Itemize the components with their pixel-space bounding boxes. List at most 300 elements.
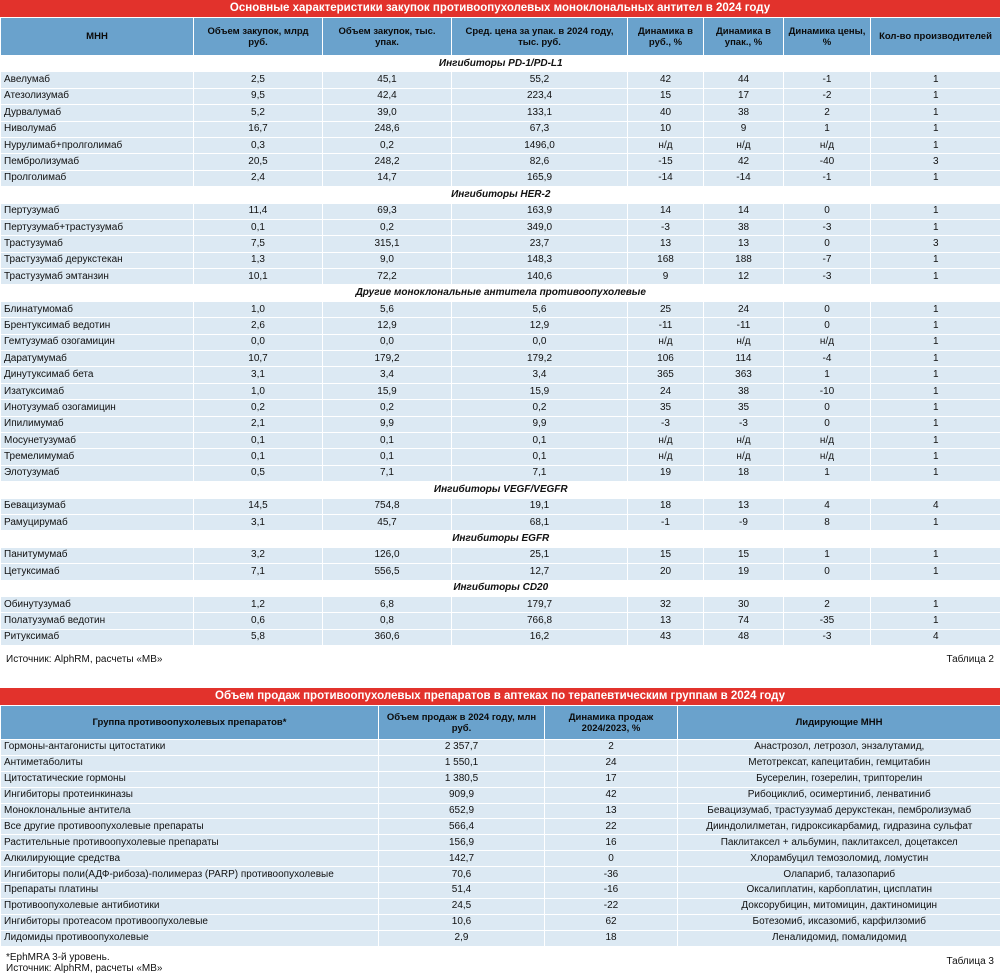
drug-name-cell: Элотузумаб (1, 465, 194, 481)
value-cell: 1496,0 (452, 137, 628, 153)
value-cell: 15,9 (452, 383, 628, 399)
value-cell: 349,0 (452, 219, 628, 235)
value-cell: 10,1 (194, 269, 323, 285)
value-cell: 14 (704, 203, 784, 219)
value-cell: 0 (784, 236, 871, 252)
value-cell: 44 (704, 72, 784, 88)
value-cell: -1 (784, 170, 871, 186)
value-cell: 1 (871, 72, 1000, 88)
table-row (1, 383, 1000, 399)
drug-name-cell: Атезолизумаб (1, 88, 194, 104)
table-row (1, 787, 1000, 803)
value-cell: -15 (628, 154, 704, 170)
value-cell: 1 (871, 170, 1000, 186)
table-row (1, 740, 1000, 756)
drug-name-cell: Тремелимумаб (1, 449, 194, 465)
value-cell: 51,4 (379, 883, 545, 899)
value-cell: 1 (784, 121, 871, 137)
value-cell: 1 (784, 465, 871, 481)
value-cell: 24 (628, 383, 704, 399)
table-row (1, 121, 1000, 137)
value-cell: 0,1 (194, 432, 323, 448)
value-cell: 74 (704, 613, 784, 629)
leading-inn-cell: Дииндолилметан, гидроксикарбамид, гидразина сульфат (678, 819, 1000, 835)
value-cell: 14 (628, 203, 704, 219)
value-cell: 1 (871, 219, 1000, 235)
table-row (1, 170, 1000, 186)
value-cell: 3 (871, 154, 1000, 170)
col-header: Лидирующие МНН (678, 706, 1000, 740)
table-row (1, 318, 1000, 334)
value-cell: 43 (628, 629, 704, 645)
table-3-body (1, 740, 1000, 947)
value-cell: -9 (704, 514, 784, 530)
value-cell: 35 (704, 400, 784, 416)
value-cell: 0,6 (194, 613, 323, 629)
leading-inn-cell: Бусерелин, гозерелин, трипторелин (678, 771, 1000, 787)
drug-name-cell: Трастузумаб эмтанзин (1, 269, 194, 285)
value-cell: 15 (628, 88, 704, 104)
value-cell: -1 (628, 514, 704, 530)
drug-name-cell: Инотузумаб озогамицин (1, 400, 194, 416)
value-cell: 0,2 (194, 400, 323, 416)
drug-name-cell: Динутуксимаб бета (1, 367, 194, 383)
value-cell: 248,6 (323, 121, 452, 137)
value-cell: 179,7 (452, 596, 628, 612)
value-cell: 82,6 (452, 154, 628, 170)
group-title: Ингибиторы EGFR (1, 531, 1000, 547)
table-3-label: Таблица 3 (946, 956, 994, 967)
value-cell: 42,4 (323, 88, 452, 104)
table-row (1, 498, 1000, 514)
drug-name-cell: Ниволумаб (1, 121, 194, 137)
value-cell: 68,1 (452, 514, 628, 530)
value-cell: 1 (871, 367, 1000, 383)
drug-name-cell: Полатузумаб ведотин (1, 613, 194, 629)
value-cell: 16 (545, 835, 678, 851)
value-cell: 1 (871, 88, 1000, 104)
value-cell: 16,2 (452, 629, 628, 645)
value-cell: 0,1 (323, 449, 452, 465)
group-row (1, 285, 1000, 301)
table-row (1, 252, 1000, 268)
value-cell: 1 (871, 416, 1000, 432)
group-title: Ингибиторы HER-2 (1, 187, 1000, 203)
value-cell: -3 (784, 629, 871, 645)
value-cell: -16 (545, 883, 678, 899)
value-cell: -1 (784, 72, 871, 88)
value-cell: 1 (871, 121, 1000, 137)
table-row (1, 547, 1000, 563)
value-cell: 1 (871, 252, 1000, 268)
table-2 (0, 17, 1000, 646)
leading-inn-cell: Леналидомид, помалидомид (678, 930, 1000, 946)
value-cell: -3 (784, 269, 871, 285)
value-cell: 13 (545, 803, 678, 819)
value-cell: -14 (704, 170, 784, 186)
value-cell: 1 (871, 596, 1000, 612)
value-cell: 0,0 (452, 334, 628, 350)
value-cell: 1 (871, 400, 1000, 416)
table-row (1, 154, 1000, 170)
value-cell: 4 (871, 498, 1000, 514)
value-cell: 69,3 (323, 203, 452, 219)
value-cell: 48 (704, 629, 784, 645)
value-cell: -10 (784, 383, 871, 399)
value-cell: -11 (704, 318, 784, 334)
value-cell: -3 (628, 219, 704, 235)
value-cell: 45,7 (323, 514, 452, 530)
value-cell: 1 (784, 367, 871, 383)
value-cell: -40 (784, 154, 871, 170)
value-cell: 19,1 (452, 498, 628, 514)
value-cell: 0,1 (452, 432, 628, 448)
value-cell: 4 (784, 498, 871, 514)
col-header: Сред. цена за упак. в 2024 году, тыс. руб. (452, 18, 628, 56)
table-3-header-row (1, 706, 1000, 740)
value-cell: 38 (704, 219, 784, 235)
value-cell: -3 (704, 416, 784, 432)
value-cell: 45,1 (323, 72, 452, 88)
group-name-cell: Все другие противоопухолевые препараты (1, 819, 379, 835)
value-cell: 1 (871, 547, 1000, 563)
value-cell: 163,9 (452, 203, 628, 219)
group-title: Ингибиторы CD20 (1, 580, 1000, 596)
value-cell: 9,9 (452, 416, 628, 432)
value-cell: 18 (704, 465, 784, 481)
value-cell: 38 (704, 105, 784, 121)
value-cell: 0,1 (194, 449, 323, 465)
value-cell: -7 (784, 252, 871, 268)
value-cell: 223,4 (452, 88, 628, 104)
value-cell: 5,6 (323, 301, 452, 317)
value-cell: 1,0 (194, 301, 323, 317)
value-cell: -3 (784, 219, 871, 235)
value-cell: 165,9 (452, 170, 628, 186)
value-cell: 0,2 (323, 400, 452, 416)
value-cell: 179,2 (452, 351, 628, 367)
value-cell: 909,9 (379, 787, 545, 803)
value-cell: 17 (704, 88, 784, 104)
value-cell: 20 (628, 564, 704, 580)
value-cell: -2 (784, 88, 871, 104)
table-row (1, 367, 1000, 383)
leading-inn-cell: Олапариб, талазопариб (678, 867, 1000, 883)
value-cell: 17 (545, 771, 678, 787)
value-cell: 11,4 (194, 203, 323, 219)
value-cell: 19 (704, 564, 784, 580)
table-2-title: Основные характеристики закупок противоопухолевых моноклональных антител в 2024 году (0, 0, 1000, 17)
group-name-cell: Гормоны-антагонисты цитостатики (1, 740, 379, 756)
value-cell: н/д (784, 432, 871, 448)
group-title: Ингибиторы PD-1/PD-L1 (1, 56, 1000, 72)
value-cell: 2,1 (194, 416, 323, 432)
value-cell: 248,2 (323, 154, 452, 170)
value-cell: -36 (545, 867, 678, 883)
value-cell: 156,9 (379, 835, 545, 851)
drug-name-cell: Пертузумаб+трастузумаб (1, 219, 194, 235)
value-cell: -22 (545, 898, 678, 914)
value-cell: 14,5 (194, 498, 323, 514)
value-cell: 7,1 (194, 564, 323, 580)
value-cell: 1,3 (194, 252, 323, 268)
value-cell: 3,4 (452, 367, 628, 383)
col-header: Объем закупок, млрд руб. (194, 18, 323, 56)
value-cell: 3,2 (194, 547, 323, 563)
table-row (1, 867, 1000, 883)
table-3 (0, 705, 1000, 947)
value-cell: -3 (628, 416, 704, 432)
value-cell: 0,1 (452, 449, 628, 465)
value-cell: 13 (704, 498, 784, 514)
drug-name-cell: Гемтузумаб озогамицин (1, 334, 194, 350)
table-row (1, 596, 1000, 612)
value-cell: 42 (704, 154, 784, 170)
value-cell: 1 (871, 269, 1000, 285)
value-cell: 5,6 (452, 301, 628, 317)
value-cell: 1 (871, 137, 1000, 153)
table-row (1, 514, 1000, 530)
group-name-cell: Цитостатические гормоны (1, 771, 379, 787)
group-row (1, 187, 1000, 203)
value-cell: 1 (871, 432, 1000, 448)
group-name-cell: Препараты платины (1, 883, 379, 899)
col-header: Динамика продаж 2024/2023, % (545, 706, 678, 740)
value-cell: 18 (628, 498, 704, 514)
value-cell: 25,1 (452, 547, 628, 563)
leading-inn-cell: Доксорубицин, митомицин, дактиномицин (678, 898, 1000, 914)
table-row (1, 105, 1000, 121)
value-cell: 1 (871, 383, 1000, 399)
value-cell: 1 (871, 318, 1000, 334)
col-header: Группа противоопухолевых препаратов* (1, 706, 379, 740)
value-cell: 0 (784, 318, 871, 334)
value-cell: 9 (704, 121, 784, 137)
group-name-cell: Антиметаболиты (1, 755, 379, 771)
leading-inn-cell: Оксалиплатин, карбоплатин, цисплатин (678, 883, 1000, 899)
value-cell: 0 (784, 301, 871, 317)
value-cell: 140,6 (452, 269, 628, 285)
table-row (1, 835, 1000, 851)
value-cell: н/д (628, 137, 704, 153)
drug-name-cell: Панитумумаб (1, 547, 194, 563)
value-cell: 24 (704, 301, 784, 317)
drug-name-cell: Брентуксимаб ведотин (1, 318, 194, 334)
value-cell: 13 (628, 613, 704, 629)
value-cell: 62 (545, 914, 678, 930)
value-cell: 12 (704, 269, 784, 285)
value-cell: 9 (628, 269, 704, 285)
value-cell: 1 (871, 334, 1000, 350)
table-row (1, 564, 1000, 580)
table-row (1, 72, 1000, 88)
col-header: Динамика в руб., % (628, 18, 704, 56)
value-cell: 0,1 (194, 219, 323, 235)
leading-inn-cell: Ботезомиб, иксазомиб, карфилзомиб (678, 914, 1000, 930)
value-cell: 13 (704, 236, 784, 252)
value-cell: 7,5 (194, 236, 323, 252)
value-cell: н/д (628, 449, 704, 465)
table-3-source: Источник: AlphRM, расчеты «МВ» (6, 963, 163, 974)
leading-inn-cell: Метотрексат, капецитабин, гемцитабин (678, 755, 1000, 771)
value-cell: 114 (704, 351, 784, 367)
table-2-body (1, 56, 1000, 646)
table-3-block (0, 688, 1000, 947)
value-cell: 18 (545, 930, 678, 946)
value-cell: 13 (628, 236, 704, 252)
table-3-note: *EphMRA 3-й уровень. (6, 952, 110, 963)
table-row (1, 898, 1000, 914)
value-cell: 0,3 (194, 137, 323, 153)
value-cell: 8 (784, 514, 871, 530)
drug-name-cell: Трастузумаб (1, 236, 194, 252)
value-cell: 754,8 (323, 498, 452, 514)
table-row (1, 269, 1000, 285)
group-name-cell: Ингибиторы поли(АДФ-рибоза)-полимераз (PARP) противоопухолевые (1, 867, 379, 883)
value-cell: н/д (628, 334, 704, 350)
drug-name-cell: Авелумаб (1, 72, 194, 88)
drug-name-cell: Пембролизумаб (1, 154, 194, 170)
value-cell: 0,5 (194, 465, 323, 481)
value-cell: 1 (871, 465, 1000, 481)
group-row (1, 482, 1000, 498)
drug-name-cell: Ипилимумаб (1, 416, 194, 432)
value-cell: 148,3 (452, 252, 628, 268)
value-cell: 1 (784, 547, 871, 563)
col-header: Динамика в упак., % (704, 18, 784, 56)
value-cell: -11 (628, 318, 704, 334)
value-cell: 19 (628, 465, 704, 481)
value-cell: н/д (784, 449, 871, 465)
value-cell: 6,8 (323, 596, 452, 612)
value-cell: 3,1 (194, 367, 323, 383)
value-cell: 766,8 (452, 613, 628, 629)
value-cell: 0,0 (194, 334, 323, 350)
value-cell: 652,9 (379, 803, 545, 819)
leading-inn-cell: Анастрозол, летрозол, энзалутамид, (678, 740, 1000, 756)
value-cell: 70,6 (379, 867, 545, 883)
table-row (1, 432, 1000, 448)
table-3-footnotes (6, 952, 163, 974)
value-cell: 10,7 (194, 351, 323, 367)
value-cell: 12,9 (452, 318, 628, 334)
value-cell: 24,5 (379, 898, 545, 914)
value-cell: 2 (545, 740, 678, 756)
value-cell: 25 (628, 301, 704, 317)
value-cell: 106 (628, 351, 704, 367)
value-cell: 3,1 (194, 514, 323, 530)
leading-inn-cell: Хлорамбуцил темозоломид, ломустин (678, 851, 1000, 867)
group-row (1, 56, 1000, 72)
group-name-cell: Моноклональные антитела (1, 803, 379, 819)
table-row (1, 771, 1000, 787)
value-cell: 7,1 (452, 465, 628, 481)
value-cell: 556,5 (323, 564, 452, 580)
value-cell: -4 (784, 351, 871, 367)
table-row (1, 755, 1000, 771)
value-cell: 1 (871, 105, 1000, 121)
value-cell: 0,8 (323, 613, 452, 629)
value-cell: 2 (784, 596, 871, 612)
drug-name-cell: Пролголимаб (1, 170, 194, 186)
group-name-cell: Лидомиды противоопухолевые (1, 930, 379, 946)
value-cell: 15 (704, 547, 784, 563)
drug-name-cell: Бевацизумаб (1, 498, 194, 514)
value-cell: 30 (704, 596, 784, 612)
drug-name-cell: Рамуцирумаб (1, 514, 194, 530)
value-cell: 40 (628, 105, 704, 121)
value-cell: 24 (545, 755, 678, 771)
table-row (1, 88, 1000, 104)
leading-inn-cell: Рибоциклиб, осимертиниб, ленватиниб (678, 787, 1000, 803)
table-row (1, 301, 1000, 317)
table-2-source: Источник: AlphRM, расчеты «МВ» (6, 654, 163, 665)
value-cell: 1 (871, 203, 1000, 219)
value-cell: 9,5 (194, 88, 323, 104)
value-cell: 0 (784, 203, 871, 219)
value-cell: 1 (871, 613, 1000, 629)
value-cell: 2,5 (194, 72, 323, 88)
drug-name-cell: Цетуксимаб (1, 564, 194, 580)
value-cell: 1,0 (194, 383, 323, 399)
value-cell: 1 (871, 514, 1000, 530)
group-name-cell: Алкилирующие средства (1, 851, 379, 867)
value-cell: 55,2 (452, 72, 628, 88)
value-cell: 9,9 (323, 416, 452, 432)
value-cell: 0,2 (323, 137, 452, 153)
value-cell: 2,9 (379, 930, 545, 946)
value-cell: 1 550,1 (379, 755, 545, 771)
col-header: Кол-во производителей (871, 18, 1000, 56)
value-cell: 32 (628, 596, 704, 612)
group-row (1, 531, 1000, 547)
value-cell: 38 (704, 383, 784, 399)
value-cell: 4 (871, 629, 1000, 645)
value-cell: 35 (628, 400, 704, 416)
table-row (1, 449, 1000, 465)
value-cell: н/д (704, 449, 784, 465)
table-row (1, 883, 1000, 899)
value-cell: 3 (871, 236, 1000, 252)
table-2-label: Таблица 2 (946, 654, 994, 665)
group-title: Другие моноклональные антитела противоопухолевые (1, 285, 1000, 301)
value-cell: -14 (628, 170, 704, 186)
value-cell: 126,0 (323, 547, 452, 563)
value-cell: н/д (628, 432, 704, 448)
drug-name-cell: Даратумумаб (1, 351, 194, 367)
value-cell: 0,2 (452, 400, 628, 416)
value-cell: 15,9 (323, 383, 452, 399)
value-cell: 2 357,7 (379, 740, 545, 756)
table-2-header-row (1, 18, 1000, 56)
value-cell: н/д (784, 137, 871, 153)
value-cell: 363 (704, 367, 784, 383)
col-header: Динамика цены, % (784, 18, 871, 56)
value-cell: н/д (704, 137, 784, 153)
value-cell: 0 (784, 564, 871, 580)
value-cell: 1 (871, 449, 1000, 465)
value-cell: 0,1 (323, 432, 452, 448)
table-row (1, 914, 1000, 930)
table-row (1, 416, 1000, 432)
value-cell: 20,5 (194, 154, 323, 170)
value-cell: -35 (784, 613, 871, 629)
table-3-title: Объем продаж противоопухолевых препаратов в аптеках по терапевтическим группам в 2024 году (0, 688, 1000, 705)
table-row (1, 803, 1000, 819)
value-cell: 5,8 (194, 629, 323, 645)
value-cell: 168 (628, 252, 704, 268)
table-row (1, 219, 1000, 235)
